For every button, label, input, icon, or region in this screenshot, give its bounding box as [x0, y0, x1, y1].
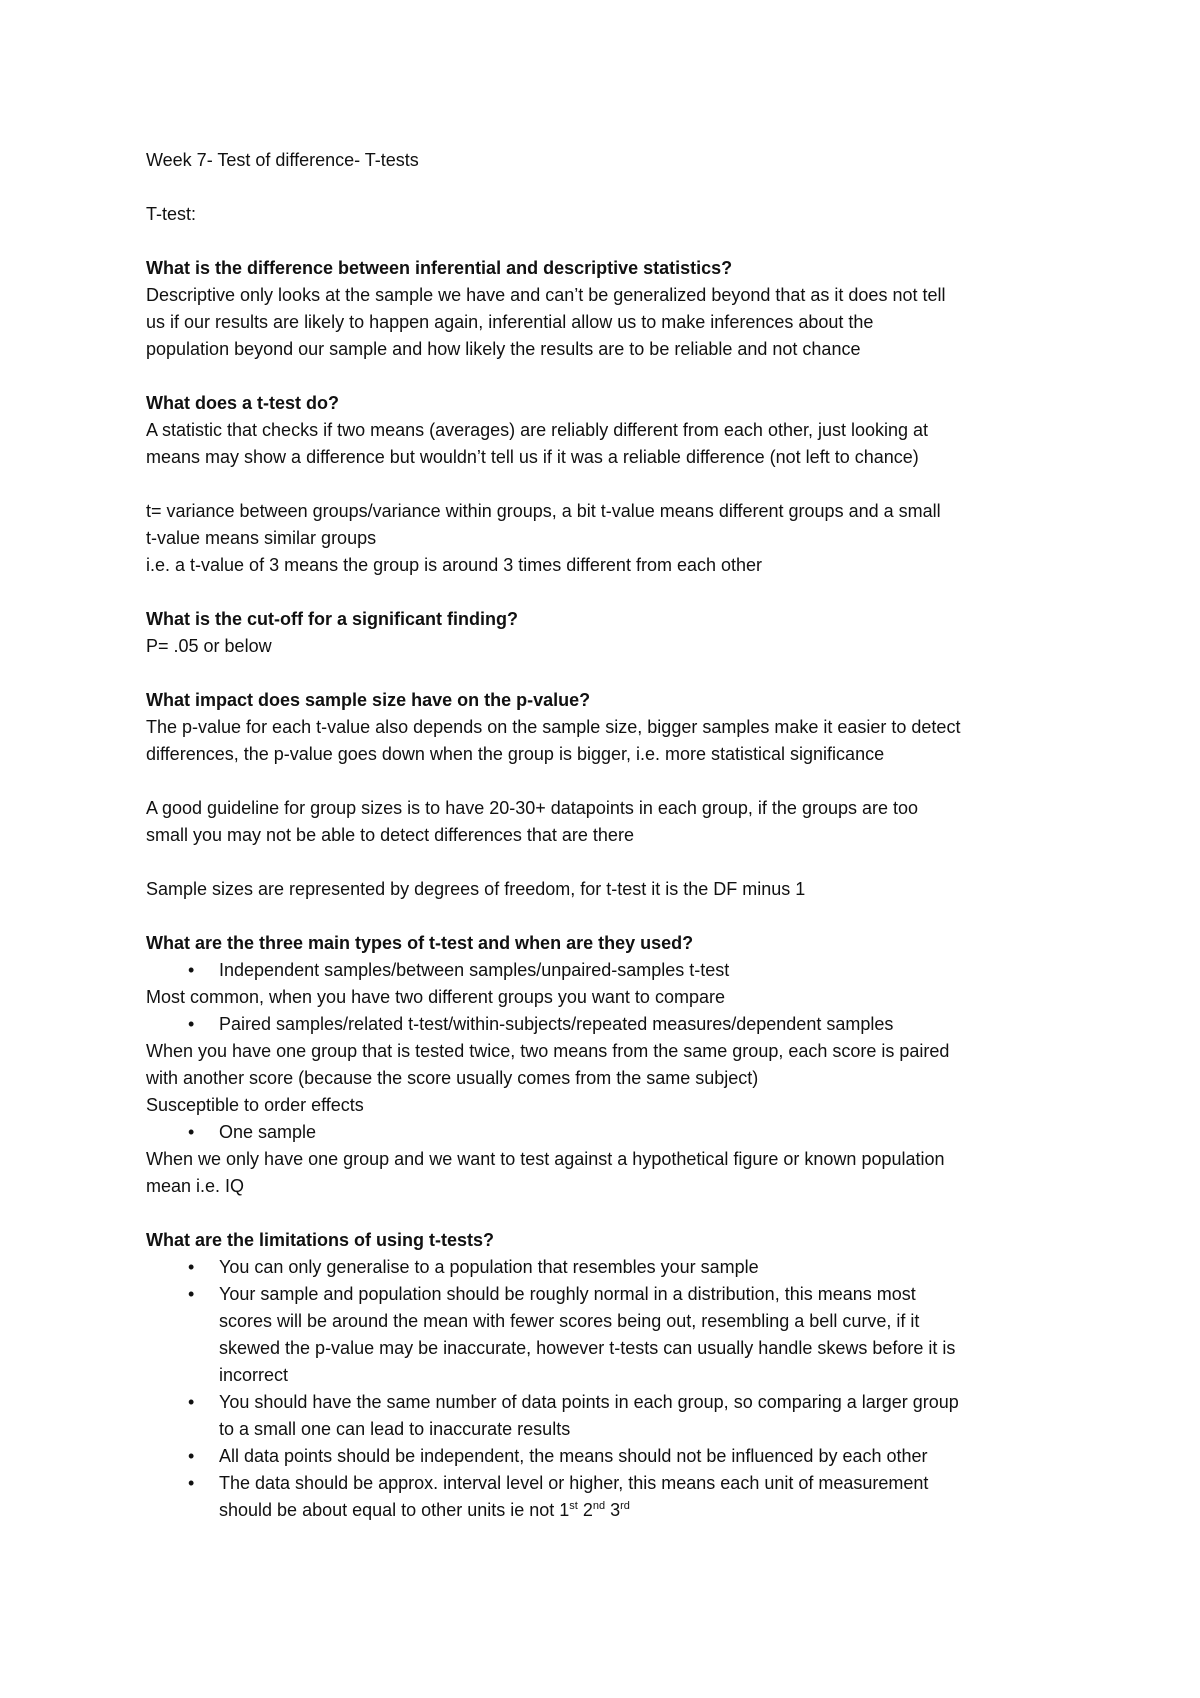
paragraph-line: population beyond our sample and how likely the results are to be reliable and not chance	[146, 339, 861, 359]
paragraph-line: Susceptible to order effects	[146, 1095, 364, 1115]
document-title: Week 7- Test of difference- T-tests	[146, 150, 419, 170]
bullet-icon: •	[188, 1122, 195, 1142]
paragraph-line: us if our results are likely to happen again, inferential allow us to make inferences about the	[146, 312, 874, 332]
section-question: What is the difference between inferential and descriptive statistics?	[146, 258, 733, 278]
document-subtitle: T-test:	[146, 204, 197, 224]
paragraph-line: When you have one group that is tested twice, two means from the same group, each score is paired	[146, 1041, 950, 1061]
section-question: What does a t-test do?	[146, 393, 339, 413]
paragraph-line: mean i.e. IQ	[146, 1176, 245, 1196]
paragraph-line: When we only have one group and we want to test against a hypothetical figure or known population	[146, 1149, 945, 1169]
section-question: What are the three main types of t-test and when are they used?	[146, 933, 694, 953]
bullet-icon: •	[188, 1473, 195, 1493]
paragraph-line: with another score (because the score usually comes from the same subject)	[146, 1068, 759, 1088]
bullet-icon: •	[188, 1446, 195, 1466]
bullet-text: One sample	[219, 1122, 317, 1142]
bullet-icon: •	[188, 1257, 195, 1277]
bullet-icon: •	[188, 960, 195, 980]
bullet-item	[146, 1254, 1080, 1281]
bullet-text: scores will be around the mean with fewer scores being out, resembling a bell curve, if it	[219, 1311, 920, 1331]
paragraph-line: Most common, when you have two different groups you want to compare	[146, 987, 725, 1007]
bullet-item	[146, 1281, 1080, 1389]
section-question: What impact does sample size have on the p-value?	[146, 690, 591, 710]
section-question: What are the limitations of using t-tests?	[146, 1230, 495, 1250]
paragraph-line: differences, the p-value goes down when the group is bigger, i.e. more statistical significance	[146, 744, 885, 764]
paragraph-line: small you may not be able to detect differences that are there	[146, 825, 634, 845]
paragraph-line: i.e. a t-value of 3 means the group is around 3 times different from each other	[146, 555, 763, 575]
paragraph-line: The p-value for each t-value also depends on the sample size, bigger samples make it easier to detect	[146, 717, 961, 737]
bullet-text: The data should be approx. interval level or higher, this means each unit of measurement	[219, 1473, 929, 1493]
paragraph-line: A good guideline for group sizes is to have 20-30+ datapoints in each group, if the groups are too	[146, 798, 919, 818]
paragraph-line: Sample sizes are represented by degrees of freedom, for t-test it is the DF minus 1	[146, 879, 806, 899]
bullet-item	[146, 1011, 1080, 1038]
paragraph-line: t-value means similar groups	[146, 528, 377, 548]
bullet-text-ordinals: should be about equal to other units ie not 1st 2nd 3rd	[219, 1500, 630, 1520]
bullet-item	[146, 1443, 1080, 1470]
bullet-item	[146, 1389, 1080, 1443]
paragraph-line: A statistic that checks if two means (averages) are reliably different from each other, just looking at	[146, 420, 929, 440]
bullet-text: incorrect	[219, 1365, 289, 1385]
bullet-icon: •	[188, 1284, 195, 1304]
bullet-text: Paired samples/related t-test/within-subjects/repeated measures/dependent samples	[219, 1014, 894, 1034]
bullet-item	[146, 1119, 1080, 1146]
paragraph-line: means may show a difference but wouldn’t tell us if it was a reliable difference (not left to chance)	[146, 447, 919, 467]
bullet-text: You can only generalise to a population that resembles your sample	[219, 1257, 759, 1277]
bullet-text: skewed the p-value may be inaccurate, however t-tests can usually handle skews before it is	[219, 1338, 956, 1358]
paragraph-line: Descriptive only looks at the sample we have and can’t be generalized beyond that as it does not tell	[146, 285, 946, 305]
bullet-text: All data points should be independent, the means should not be influenced by each other	[219, 1446, 928, 1466]
bullet-text: to a small one can lead to inaccurate results	[219, 1419, 571, 1439]
bullet-icon: •	[188, 1392, 195, 1412]
bullet-text: Your sample and population should be roughly normal in a distribution, this means most	[219, 1284, 916, 1304]
bullet-item	[146, 957, 1080, 984]
bullet-text: You should have the same number of data points in each group, so comparing a larger group	[219, 1392, 959, 1412]
paragraph-line: P= .05 or below	[146, 636, 272, 656]
paragraph-line: t= variance between groups/variance within groups, a bit t-value means different groups and a small	[146, 501, 941, 521]
section-question: What is the cut-off for a significant finding?	[146, 609, 518, 629]
bullet-item	[146, 1470, 1080, 1524]
bullet-icon: •	[188, 1014, 195, 1034]
bullet-text: Independent samples/between samples/unpaired-samples t-test	[219, 960, 730, 980]
